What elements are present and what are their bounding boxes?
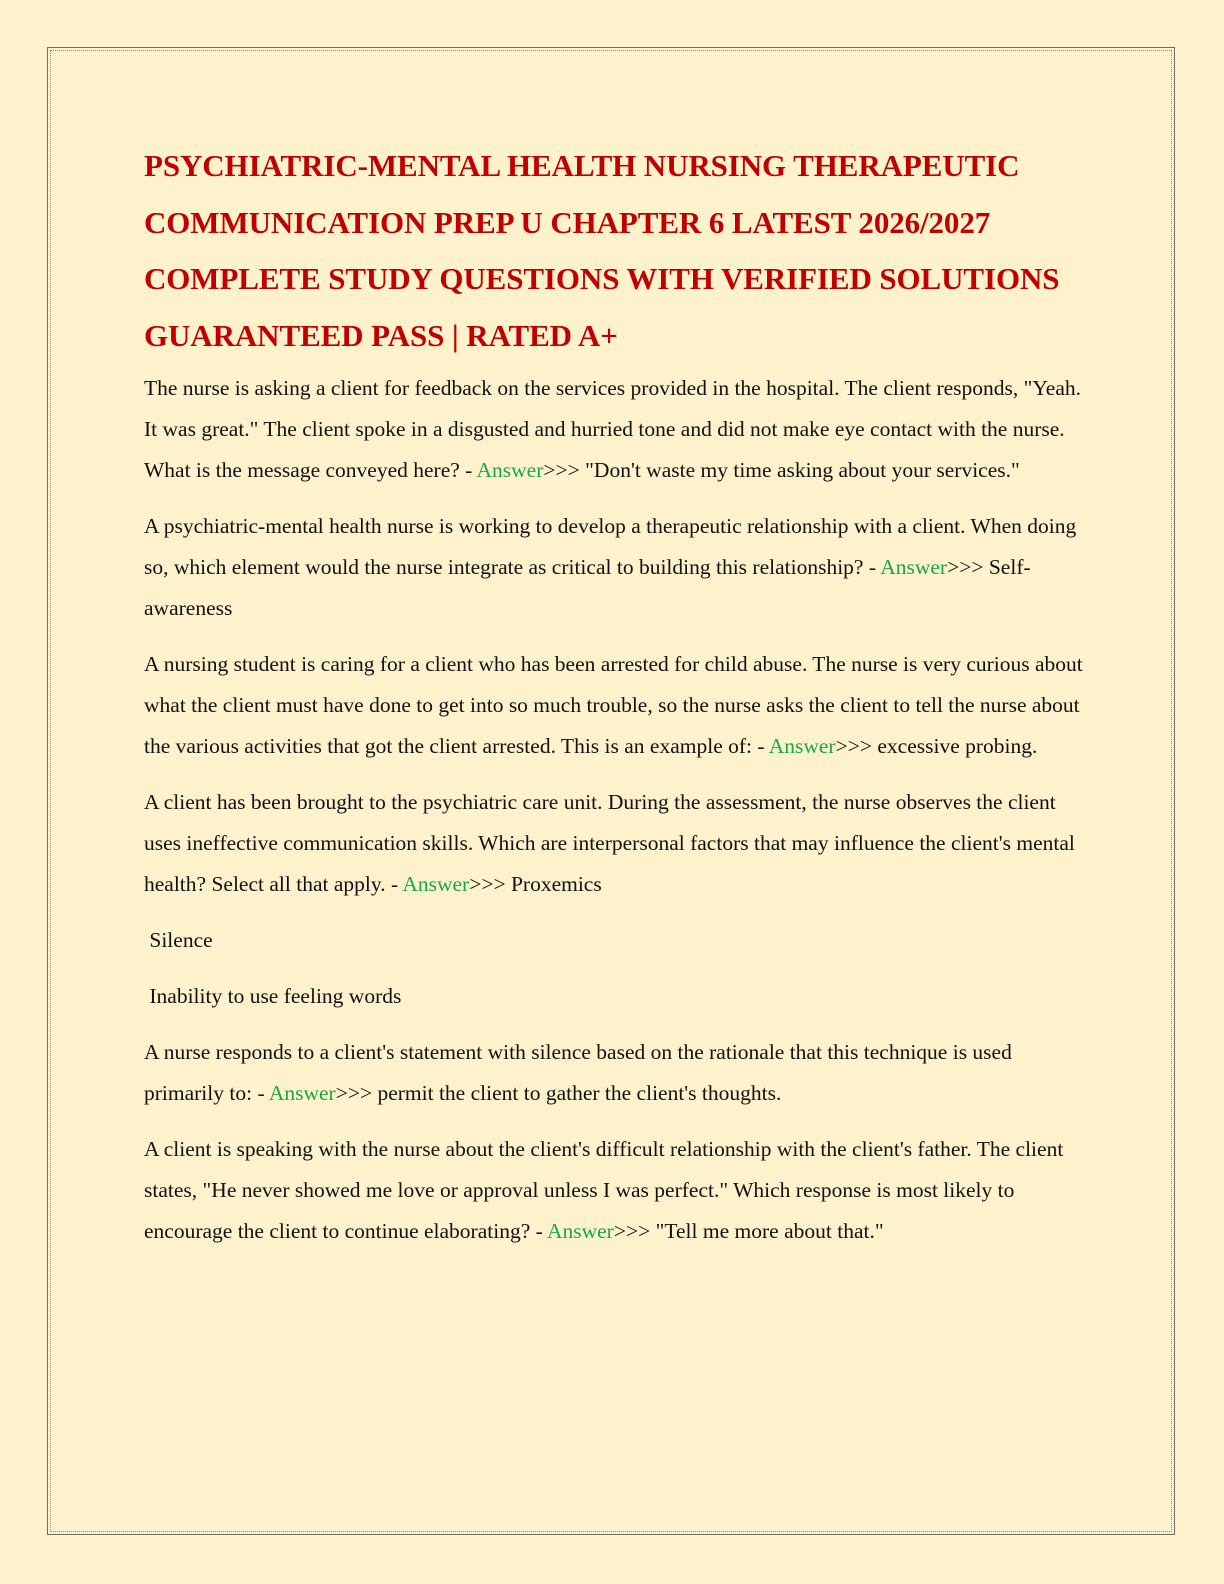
- answer-text: permit the client to gather the client's thoughts.: [372, 1081, 782, 1105]
- question-text: The nurse is asking a client for feedback on the services provided in the hospital. The client responds, "Yeah. It was great." The client spoke in a disgusted and hurried tone and did not make eye contact with the nurse. What is the message conveyed here? -: [144, 376, 1082, 482]
- extra-answer-feeling-words: Inability to use feeling words: [144, 984, 402, 1008]
- question-text: A client is speaking with the nurse about the client's difficult relationship with the client's father. The client states, "He never showed me love or approval unless I was perfect." Which response is most likely to encourage the client to continue elaborating? -: [144, 1137, 1064, 1243]
- answer-label: Answer: [880, 555, 948, 579]
- question-text: A nursing student is caring for a client who has been arrested for child abuse. The nurse is very curious about what the client must have done to get into so much trouble, so the nurse asks the client to tell the nurse about the various activities that got the client arrested. This is an example of: -: [144, 652, 1083, 758]
- answer-text: "Tell me more about that.": [650, 1219, 884, 1243]
- question-text: A psychiatric-mental health nurse is working to develop a therapeutic relationship with a client. When doing so, which element would the nurse integrate as critical to building this relationship? -: [144, 514, 1077, 579]
- answer-label: Answer: [268, 1081, 336, 1105]
- qa-item-6: [144, 1129, 1084, 1252]
- question-text: A nurse responds to a client's statement with silence based on the rationale that this technique is used primarily to: -: [144, 1040, 1012, 1105]
- qa-item-3: [144, 644, 1084, 767]
- answer-text: excessive probing.: [871, 734, 1038, 758]
- qa-item-2: [144, 506, 1084, 629]
- answer-text: Proxemics: [505, 872, 602, 896]
- document-title: PSYCHIATRIC-MENTAL HEALTH NURSING THERAPEUTIC COMMUNICATION PREP U CHAPTER 6 LATEST 2026/2027 COMPLETE STUDY QUESTIONS WITH VERIFIED SOLUTIONS GUARANTEED PASS | RATED A+: [144, 148, 1060, 353]
- document-body: [144, 138, 1084, 1267]
- answer-marker: >>>: [543, 458, 580, 482]
- answer-marker: >>>: [613, 1219, 651, 1243]
- extra-answer-silence: Silence: [144, 928, 213, 952]
- question-text: A client has been brought to the psychiatric care unit. During the assessment, the nurse observes the client uses ineffective communication skills. Which are interpersonal factors that may influence the client's mental health? Select all that apply. -: [144, 790, 1075, 896]
- answer-label: Answer: [402, 872, 470, 896]
- answer-label: Answer: [768, 734, 836, 758]
- answer-text: "Don't waste my time asking about your services.": [579, 458, 1020, 482]
- answer-text: Self-awareness: [144, 555, 1031, 620]
- qa-item-1: [144, 368, 1084, 491]
- answer-marker: >>>: [835, 734, 872, 758]
- answer-label: Answer: [476, 458, 544, 482]
- qa-item-4: [144, 782, 1084, 905]
- answer-marker: >>>: [469, 872, 506, 896]
- answer-label: Answer: [546, 1219, 614, 1243]
- answer-marker: >>>: [947, 555, 984, 579]
- qa-item-5: [144, 1032, 1084, 1114]
- answer-marker: >>>: [335, 1081, 373, 1105]
